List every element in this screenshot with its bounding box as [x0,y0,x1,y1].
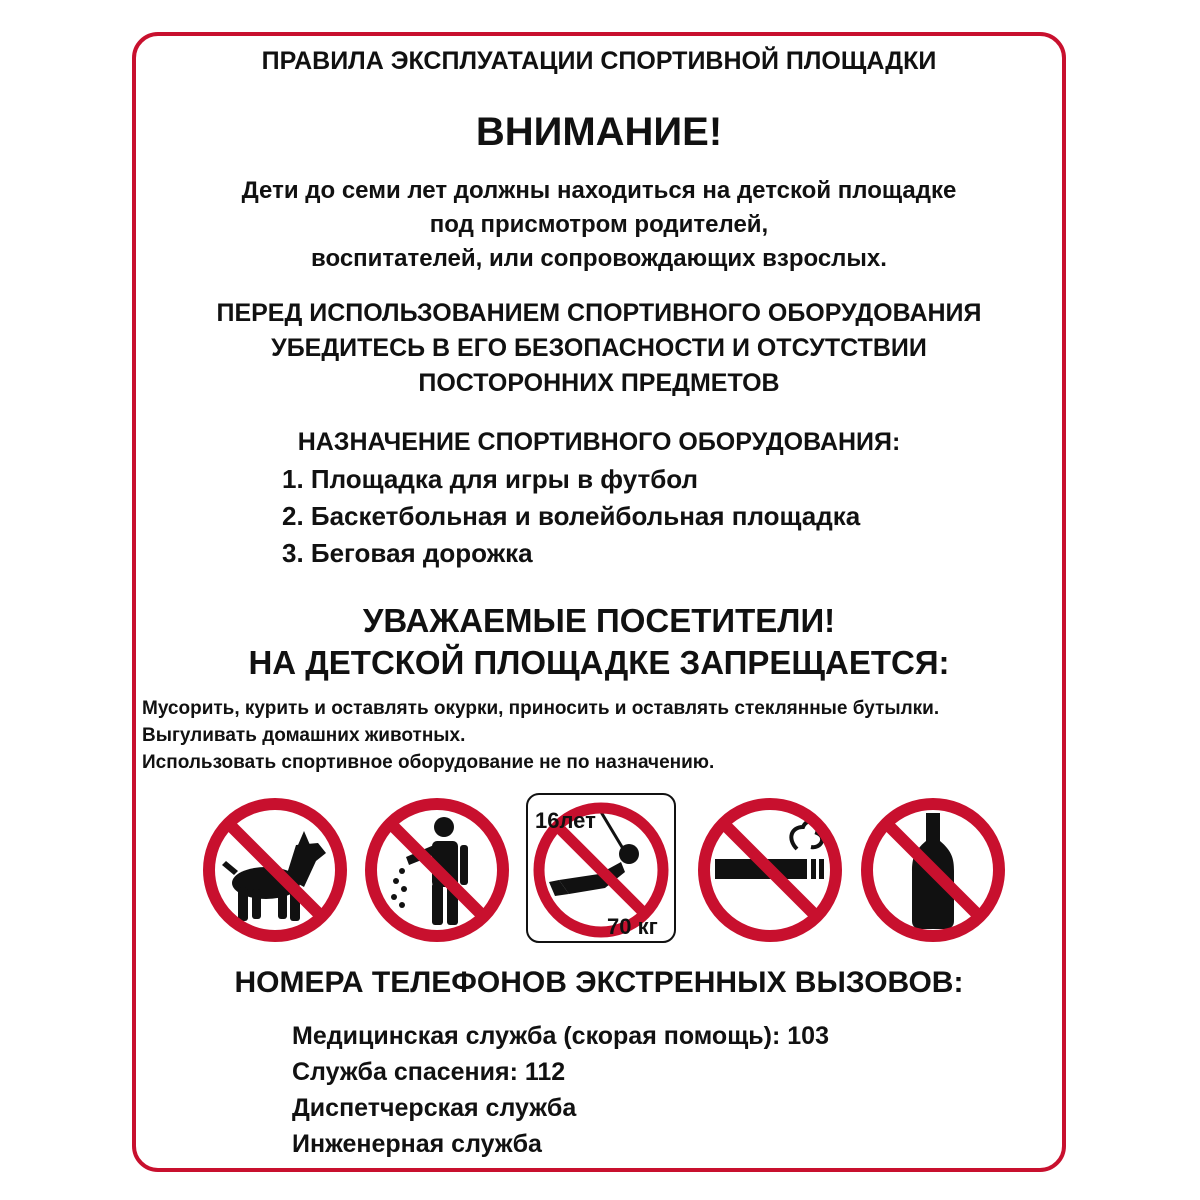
children-notice [132,174,1066,276]
no-bottles-icon [858,795,1008,945]
no-littering-icon [362,795,512,945]
visitors-heading [132,600,1066,684]
children-notice-line: воспитателей, или сопровождающих взрослых. [311,245,887,272]
phone-item: Диспетчерская служба [292,1094,577,1122]
safety-notice-line: ПОСТОРОННИХ ПРЕДМЕТОВ [418,369,780,397]
prohibition-icons [0,790,1200,950]
weight-limit-label: 70 кг [607,914,658,939]
safety-notice-line: УБЕДИТЕСЬ В ЕГО БЕЗОПАСНОСТИ И ОТСУТСТВИИ [271,334,927,362]
emergency-phones-heading: НОМЕРА ТЕЛЕФОНОВ ЭКСТРЕННЫХ ВЫЗОВОВ: [234,966,964,999]
page-title: ПРАВИЛА ЭКСПЛУАТАЦИИ СПОРТИВНОЙ ПЛОЩАДКИ [261,47,937,75]
purpose-item: 3. Беговая дорожка [282,538,533,568]
no-dogs-icon [200,795,350,945]
phone-item: Инженерная служба [292,1130,542,1158]
swing-limit-icon [525,792,677,944]
visitors-line: НА ДЕТСКОЙ ПЛОЩАДКЕ ЗАПРЕЩАЕТСЯ: [248,644,950,681]
prohibitions-list [142,695,939,776]
prohibition-item: Мусорить, курить и оставлять окурки, приносить и оставлять стеклянные бутылки. [142,698,940,719]
safety-notice [132,296,1066,401]
prohibition-item: Выгуливать домашних животных. [142,725,466,746]
purpose-item: 1. Площадка для игры в футбол [282,464,699,494]
prohibition-item: Использовать спортивное оборудование не по назначению. [142,752,715,773]
purpose-item: 2. Баскетбольная и волейбольная площадка [282,501,861,531]
age-limit-label: 16лет [535,808,596,833]
children-notice-line: Дети до семи лет должны находиться на детской площадке [241,177,957,204]
purpose-list [282,462,860,573]
phone-item: Служба спасения: 112 [292,1058,566,1086]
no-smoking-icon [695,795,845,945]
visitors-line: УВАЖАЕМЫЕ ПОСЕТИТЕЛИ! [362,602,836,639]
purpose-heading: НАЗНАЧЕНИЕ СПОРТИВНОГО ОБОРУДОВАНИЯ: [297,428,901,456]
phone-item: Медицинская служба (скорая помощь): 103 [292,1022,829,1050]
children-notice-line: под присмотром родителей, [429,211,769,238]
safety-notice-line: ПЕРЕД ИСПОЛЬЗОВАНИЕМ СПОРТИВНОГО ОБОРУДОВАНИЯ [216,299,982,327]
attention-heading: ВНИМАНИЕ! [475,110,723,154]
emergency-phones-list [292,1018,829,1162]
